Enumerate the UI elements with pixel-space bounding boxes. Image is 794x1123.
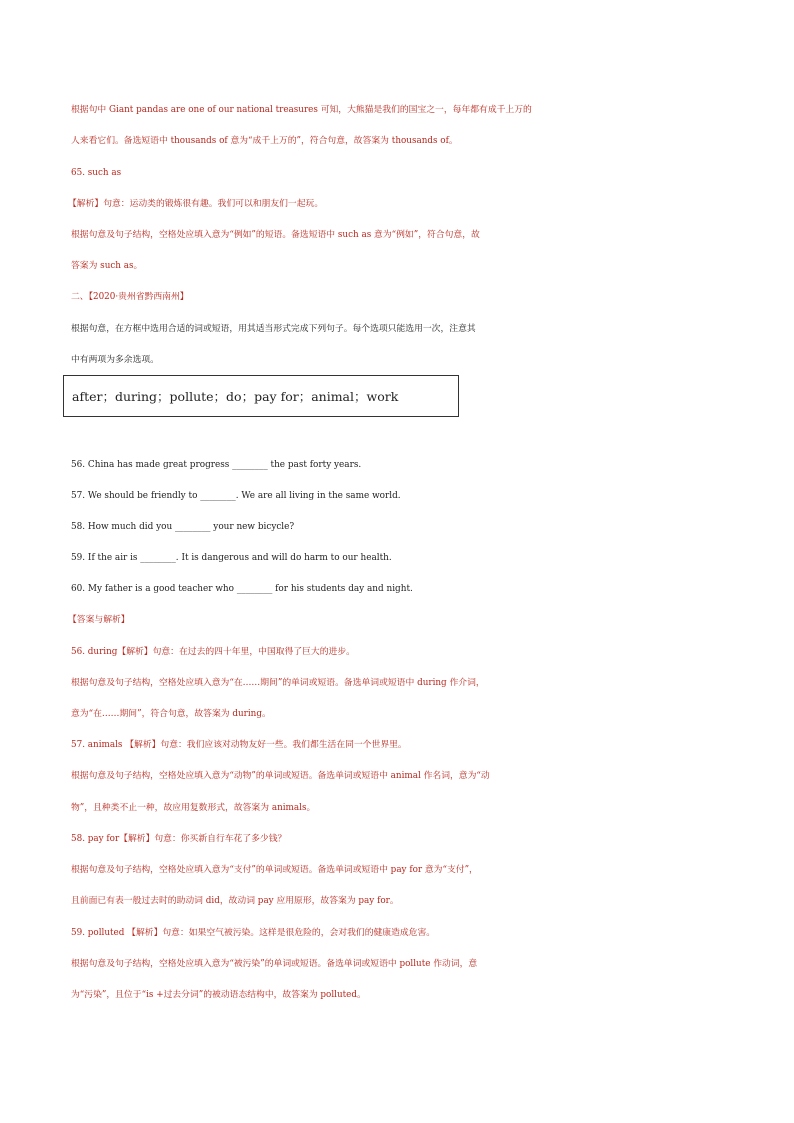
paragraph-line: 人来看它们。备选短语中 thousands of 意为“成千上万的”，符合句意，故答案为 thousands of。 xyxy=(71,136,458,146)
paragraph-line: 根据句意及句子结构，空格处应填入意为“被污染”的单词或短语。备选单词或短语中 pollute 作动词，意 xyxy=(71,959,478,969)
question-60: 60. My father is a good teacher who ________ for his students day and night. xyxy=(71,584,413,594)
paragraph-line: 意为“在……期间”，符合句意，故答案为 during。 xyxy=(71,709,271,719)
question-58: 58. How much did you ________ your new bicycle? xyxy=(71,522,295,532)
question-59: 59. If the air is ________. It is dangerous and will do harm to our health. xyxy=(71,553,392,563)
paragraph-line: 根据句意及句子结构，空格处应填入意为“例如”的短语。备选短语中 such as 意为“例如”，符合句意，故 xyxy=(71,230,480,240)
instruction-line: 中有两项为多余选项。 xyxy=(71,355,159,365)
question-56: 56. China has made great progress ________ the past forty years. xyxy=(71,460,362,470)
answer-58-head: 58. pay for【解析】句意：你买新自行车花了多少钱？ xyxy=(71,834,287,844)
paragraph-line: 且前面已有表一般过去时的助动词 did，故动词 pay 应用原形，故答案为 pay for。 xyxy=(71,896,399,906)
analysis-65: 【解析】句意：运动类的锻炼很有趣。我们可以和朋友们一起玩。 xyxy=(68,199,324,209)
paragraph-line: 答案为 such as。 xyxy=(71,261,143,271)
question-57: 57. We should be friendly to ________. We are all living in the same world. xyxy=(71,491,401,501)
answer-59-head: 59. polluted 【解析】句意：如果空气被污染。这样是很危险的，会对我们的健康造成危害。 xyxy=(71,928,436,938)
answer-56-head: 56. during【解析】句意：在过去的四十年里，中国取得了巨大的进步。 xyxy=(71,647,355,657)
word-bank-text: after；during；pollute；do；pay for；animal；work xyxy=(72,389,399,404)
word-bank-box xyxy=(63,375,459,417)
answer-65: 65. such as xyxy=(71,168,122,178)
paragraph-line: 根据句意及句子结构，空格处应填入意为“在……期间”的单词或短语。备选单词或短语中 during 作介词， xyxy=(71,678,485,688)
paragraph-line: 根据句意及句子结构，空格处应填入意为“动物”的单词或短语。备选单词或短语中 animal 作名词，意为“动 xyxy=(71,771,490,781)
paragraph-line: 为“污染”，且位于“is +过去分词”的被动语态结构中，故答案为 polluted。 xyxy=(71,990,366,1000)
answer-header: 【答案与解析】 xyxy=(68,615,130,625)
paragraph-line: 根据句中 Giant pandas are one of our national treasures 可知，大熊猫是我们的国宝之一，每年都有成千上万的 xyxy=(71,105,532,115)
instruction-line: 根据句意，在方框中选用合适的词或短语，用其适当形式完成下列句子。每个选项只能选用一次，注意其 xyxy=(71,324,476,334)
paragraph-line: 根据句意及句子结构，空格处应填入意为“支付”的单词或短语。备选单词或短语中 pay for 意为“支付”， xyxy=(71,865,478,875)
paragraph-line: 物”，且种类不止一种，故应用复数形式，故答案为 animals。 xyxy=(71,803,316,813)
answer-57-head: 57. animals 【解析】句意：我们应该对动物友好一些。我们都生活在同一个世界里。 xyxy=(71,740,407,750)
section-header: 二、【2020·贵州省黔西南州】 xyxy=(71,292,189,302)
